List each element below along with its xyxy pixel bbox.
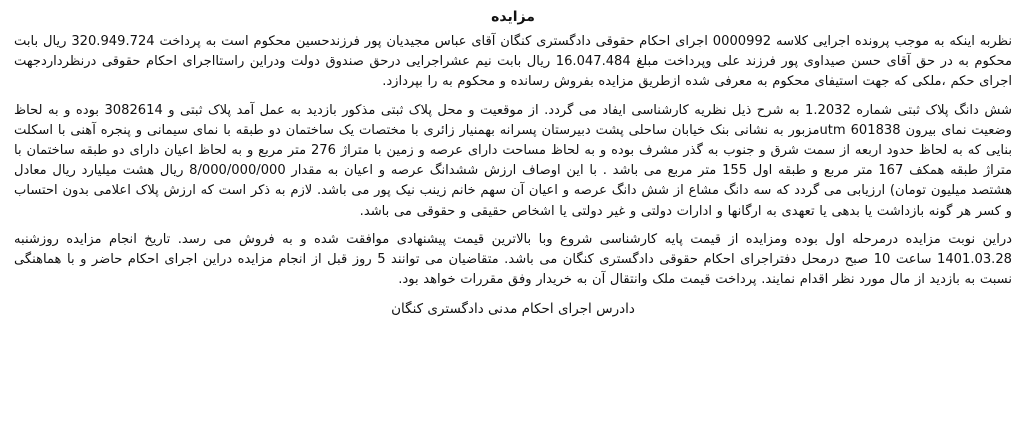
paragraph-auction-terms: دراین نوبت مزایده درمرحله اول بوده ومزایده از قیمت پایه کارشناسی شروع وبا بالاترین قیمت پیشنهادی موافقت شده و به فروش می رسد. تاریخ انجام مزایده روزشنبه 1401.03.28 ساعت 10 صبح درمحل دفتراجرای احکام حقوقی دادگستری کنگان می باشد. متقاضیان می توانند 5 روز قبل از انجام مزایده دراین اجرای احکام حاضر و با هماهنگی نسبت به بازدید از مال مورد نظر اقدام نمایند. پرداخت قیمت ملک وانتقال آن به خریدار وفق مقررات خواهد بود. — [14, 231, 1012, 288]
notice-title: مزایده — [491, 9, 535, 25]
paragraph-debt: نظربه اینکه به موجب پرونده اجرایی کلاسه 0000992 اجرای احکام حقوقی دادگستری کنگان آقای عباس مجیدیان پور فرزندحسین محکوم است به پرداخت 320.949.724 ریال بابت محکوم به در حق آقای حسن صیداوی پور فرزند علی وپرداخت مبلغ 16.047.484 ریال بابت نیم عشراجرایی درحق صندوق دولت ودراین راستااجرای احکام حقوقی درنظرداردجهت اجرای حکم ،ملکی که جهت استیفای محکوم به معرفی شده ازطریق مزایده بفروش رسانده و محکوم به را بپردازد. — [14, 34, 1013, 90]
signature-line: دادرس اجرای احکام مدنی دادگستری کنگان — [391, 301, 635, 318]
paragraph-property-appraisal: شش دانگ پلاک ثبتی شماره 1.2032 به شرح ذیل نظریه کارشناسی ایفاد می گردد. از موقعیت و محل پلاک ثبتی مذکور بازدید به عمل آمد پلاک ثبتی و 3082614 بوده و به لحاظ وضعیت نمای بیرون utm 601838مزبور به نشانی بنک خیابان ساحلی پشت دبیرستان پسرانه بهمنیار زائری با مختصات یک ساختمان دو طبقه با نمای سیمانی و پنجره آهنی با اسکلت بنایی که به لحاظ حدود اربعه از سمت شرق و جنوب به گذر مشرف بوده و به لحاظ مساحت دارای عرصه و زمین با متراژ 276 متر مربع و به لحاظ اعیان دارای دو طبقه ساختمان با متراژ طبقه همکف 167 متر مربع و طبقه اول 155 متر مربع می باشد . با این اوصاف ارزش ششدانگ عرصه و اعیان به مقدار 8/000/000/000 ریال هشت میلیارد ریال معادل هشتصد میلیون تومان) ارزیابی می گردد که سه دانگ مشاع از شش دانگ عرصه و اعیان آن سهم خانم زینب نیک پور می باشد. لازم به ذکر است که ارزش پلاک اعلامی بدون احتساب و کسر هر گونه بازداشت یا بدهی یا تعهدی به ارگانها و ادارات دولتی و غیر دولتی یا اشخاص حقیقی و حقوقی می باشد. — [14, 102, 1012, 219]
